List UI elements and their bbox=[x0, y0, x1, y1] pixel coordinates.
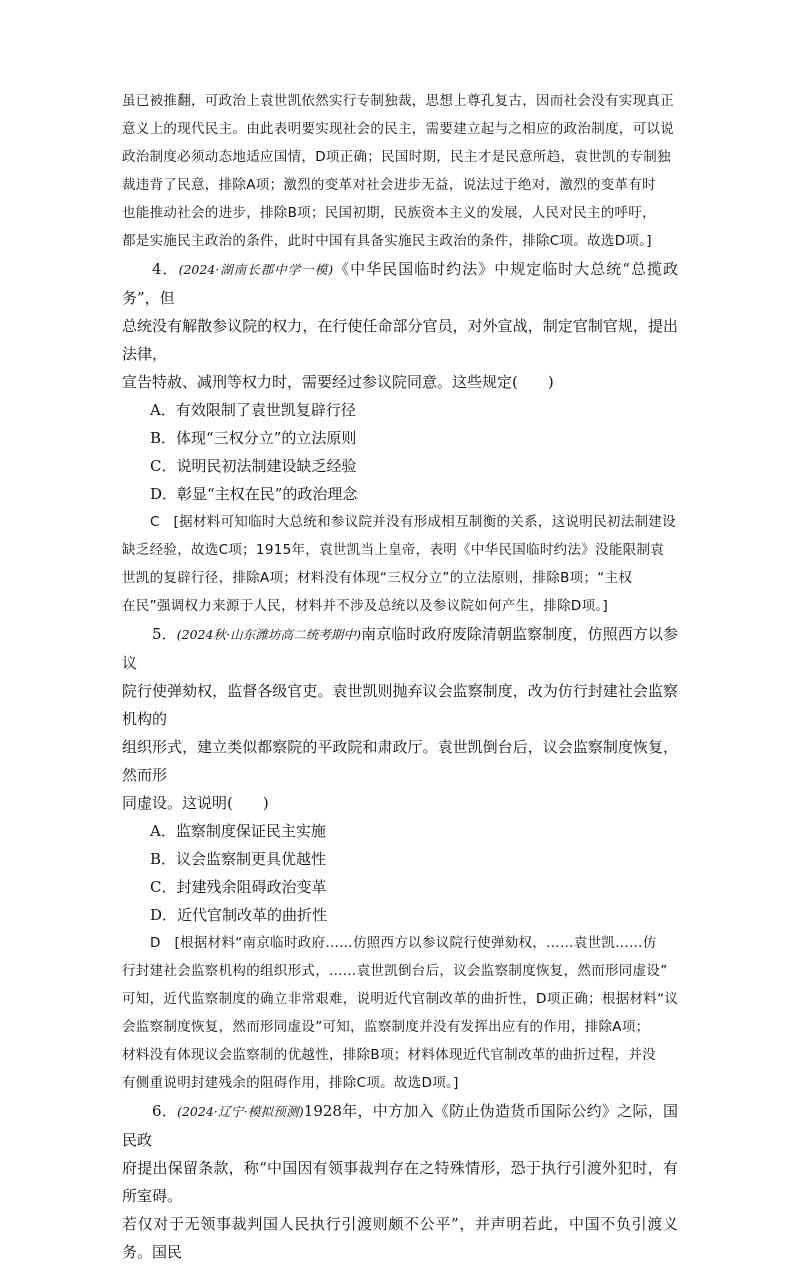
answer-line: 也能推动社会的进步，排除B项；民国初期，民族资本主义的发展，人民对民主的呼吁， bbox=[122, 205, 656, 221]
question-source: (2024·辽宁·模拟预测) bbox=[177, 1104, 304, 1119]
stem-text: 总统没有解散参议院的权力，在行使任命部分官员，对外宣战，制定官制官规，提出法律， bbox=[122, 317, 678, 363]
option-a[interactable]: A．监察制度保证民主实施 bbox=[150, 822, 326, 840]
stem-text: 《中华民国临时约法》中规定临时大总统“总揽政务”，但 bbox=[122, 260, 678, 307]
answer-line: 都是实施民主政治的条件，此时中国有具备实施民主政治的条件，排除C项。故选D项。] bbox=[122, 233, 652, 249]
answer-line: 裁违背了民意，排除A项；激烈的变革对社会进步无益，说法过于绝对，激烈的变革有时 bbox=[122, 177, 656, 193]
answer-line: 意义上的现代民主。由此表明要实现社会的民主，需要建立起与之相应的政治制度，可以说 bbox=[122, 121, 674, 137]
question-number: 5． bbox=[152, 625, 177, 643]
stem-text: 若仅对于无领事裁判国人民执行引渡则颇不公平”，并声明若此，中国不负引渡义务。国民 bbox=[122, 1215, 678, 1261]
option-c[interactable]: C．说明民初法制建设缺乏经验 bbox=[150, 457, 357, 475]
answer-line: 政治制度必须动态地适应国情，D项正确；民国时期，民主才是民意所趋，袁世凯的专制独 bbox=[122, 149, 671, 165]
question-number: 4． bbox=[152, 260, 179, 278]
answer-explanation-q3-continued bbox=[122, 87, 678, 255]
answer-line: 材料没有体现议会监察制的优越性，排除B项；材料体现近代官制改革的曲折过程，并没 bbox=[122, 1047, 656, 1063]
answer-line: 会监察制度恢复，然而形同虚设”可知，监察制度并没有发挥出应有的作用，排除A项； bbox=[122, 1019, 650, 1035]
answer-line: 虽已被推翻，可政治上袁世凯依然实行专制独裁，思想上尊孔复古，因而社会没有实现真正 bbox=[122, 93, 674, 109]
stem-text: 1928年，中方加入《防止伪造货币国际公约》之际，国民政 bbox=[122, 1102, 678, 1149]
stem-text: 组织形式，建立类似都察院的平政院和肃政厅。袁世凯倒台后，议会监察制度恢复，然而形 bbox=[122, 738, 678, 784]
question-6 bbox=[122, 1097, 678, 1266]
question-source: (2024·湖南长郡中学一模) bbox=[178, 262, 334, 277]
option-a[interactable]: A．有效限制了袁世凯复辟行径 bbox=[150, 401, 356, 419]
answer-line: 有侧重说明封建残余的阻碍作用，排除C项。故选D项。] bbox=[122, 1075, 459, 1091]
question-source: (2024秋·山东潍坊高二统考期中) bbox=[176, 627, 361, 642]
option-b[interactable]: B．体现“三权分立”的立法原则 bbox=[150, 429, 357, 447]
answer-line: 在民”强调权力来源于人民，材料并不涉及总统以及参议院如何产生，排除D项。] bbox=[122, 598, 609, 614]
option-d[interactable]: D．彰显“主权在民”的政治理念 bbox=[150, 485, 358, 503]
answer-explanation bbox=[122, 508, 678, 620]
answer-explanation bbox=[122, 929, 678, 1097]
option-c[interactable]: C．封建残余阻碍政治变革 bbox=[150, 878, 327, 896]
answer-line: 可知，近代监察制度的确立非常艰难，说明近代官制改革的曲折性，D项正确；根据材料“议 bbox=[122, 991, 678, 1007]
question-stem bbox=[122, 1097, 678, 1154]
question-5 bbox=[122, 620, 678, 1097]
answer-line: C [据材料可知临时大总统和参议院并没有形成相互制衡的关系，这说明民初法制建设 bbox=[150, 514, 676, 530]
answer-line: 行封建社会监察机构的组织形式，……袁世凯倒台后，议会监察制度恢复，然而形同虚设” bbox=[122, 963, 668, 979]
answer-line: 世凯的复辟行径，排除A项；材料没有体现“三权分立”的立法原则，排除B项；“主权 bbox=[122, 570, 633, 586]
option-d[interactable]: D．近代官制改革的曲折性 bbox=[150, 906, 328, 924]
question-stem bbox=[122, 620, 678, 677]
stem-text: 府提出保留条款，称“中国因有领事裁判存在之特殊情形，恐于执行引渡外犯时，有所室碍。 bbox=[122, 1159, 678, 1205]
answer-line: D [根据材料“南京临时政府……仿照西方以参议院行使弹劾权，……袁世凯……仿 bbox=[150, 935, 657, 951]
answer-line: 缺乏经验，故选C项；1915年，袁世凯当上皇帝，表明《中华民国临时约法》没能限制袁 bbox=[122, 542, 665, 558]
stem-text: 宣告特赦、减刑等权力时，需要经过参议院同意。这些规定( ) bbox=[122, 373, 554, 391]
page-content bbox=[122, 87, 678, 1266]
question-number: 6． bbox=[152, 1102, 178, 1120]
question-stem bbox=[122, 255, 678, 312]
stem-text: 院行使弹劾权，监督各级官吏。袁世凯则抛弃议会监察制度，改为仿行封建社会监察机构的 bbox=[122, 682, 678, 728]
stem-text: 同虚设。这说明( ) bbox=[122, 794, 269, 812]
option-b[interactable]: B．议会监察制更具优越性 bbox=[150, 850, 327, 868]
question-4 bbox=[122, 255, 678, 620]
stem-text: 南京临时政府废除清朝监察制度，仿照西方以参议 bbox=[122, 625, 678, 672]
